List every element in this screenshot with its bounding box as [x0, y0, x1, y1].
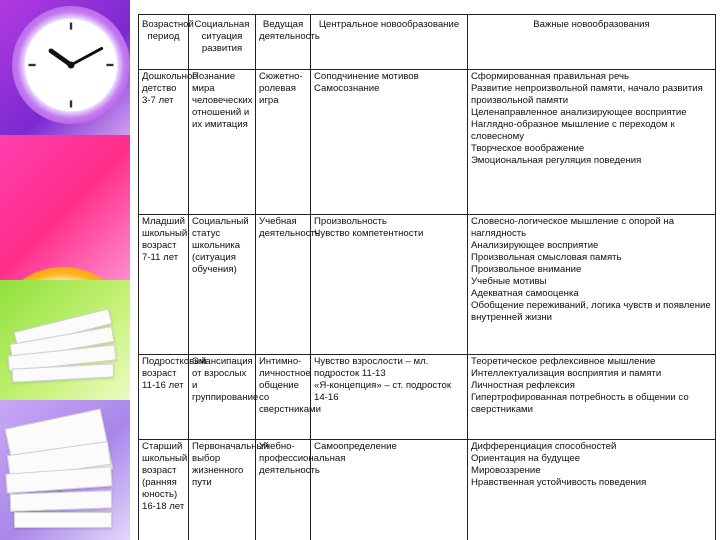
header-social: Социальная ситуация развития — [189, 15, 256, 70]
purple-clock-panel — [0, 0, 130, 135]
header-lead: Ведущая деятельность — [256, 15, 311, 70]
cell-important — [468, 70, 716, 215]
important-item: Мировоззрение — [471, 464, 541, 476]
important-item: Анализирующее восприятие — [471, 239, 599, 251]
cell-age: Младший школьный возраст 7-11 лет — [139, 215, 189, 355]
important-item: Произвольная смысловая память — [471, 251, 622, 263]
important-item: Личностная рефлексия — [471, 379, 575, 391]
cell-social: Эмансипация от взрослых и группирование — [189, 355, 256, 440]
cell-central — [311, 215, 468, 355]
table-row — [139, 355, 716, 440]
cell-lead: Учебно-профессиональная деятельность — [256, 440, 311, 540]
important-item: Ориентация на будущее — [471, 452, 581, 464]
important-item: Словесно-логическое мышление с опорой на наглядность — [471, 216, 675, 239]
header-important: Важные новообразования — [468, 15, 716, 70]
important-item: Произвольное внимание — [471, 263, 582, 275]
cell-central — [311, 355, 468, 440]
important-item: Дифференциация способностей — [471, 441, 617, 452]
cell-age: Подростковый возраст 11-16 лет — [139, 355, 189, 440]
cell-lead: Интимно-личностное общение со сверстниками — [256, 355, 311, 440]
important-item: Развитие непроизвольной памяти, начало развития произвольной памяти — [471, 82, 703, 106]
important-item: Обобщение переживаний, логика чувств и появление внутренней жизни — [471, 299, 711, 323]
central-item: «Я-концепция» – ст. подросток 14-16 — [314, 379, 452, 403]
lavender-papers-panel — [0, 400, 130, 540]
header-central: Центральное новообразование — [311, 15, 468, 70]
cell-central — [311, 70, 468, 215]
important-item: Сформированная правильная речь — [471, 71, 629, 82]
strip-separator — [130, 0, 136, 540]
central-item: Соподчинение мотивов — [314, 71, 419, 82]
cell-social: Социальный статус школьника (ситуация обучения) — [189, 215, 256, 355]
purple-clock-icon — [12, 6, 130, 124]
important-item: Адекватная самооценка — [471, 287, 579, 299]
green-papers-panel — [0, 280, 130, 400]
important-item: Наглядно-образное мышление с переходом к словесному — [471, 118, 675, 142]
important-item: Интеллектуализация восприятия и памяти — [471, 367, 662, 379]
central-item: Чувство взрослости – мл. подросток 11-13 — [314, 356, 429, 379]
cell-lead: Учебная деятельность — [256, 215, 311, 355]
cell-important — [468, 215, 716, 355]
important-item: Целенаправленное анализирующее восприятие — [471, 106, 687, 118]
central-item: Самоопределение — [314, 441, 397, 452]
central-item: Произвольность — [314, 216, 387, 227]
table-row — [139, 215, 716, 355]
cell-age: Дошкольное детство 3-7 лет — [139, 70, 189, 215]
important-item: Гипертрофированная потребность в общении со сверстниками — [471, 391, 689, 415]
important-item: Теоретическое рефлексивное мышление — [471, 356, 656, 367]
central-item: Чувство компетентности — [314, 227, 424, 239]
cell-important — [468, 440, 716, 540]
table-row — [139, 440, 716, 540]
important-item: Творческое воображение — [471, 142, 585, 154]
central-item: Самосознание — [314, 82, 380, 94]
cell-social: Познание мира человеческих отношений и их имитация — [189, 70, 256, 215]
pink-clock-panel — [0, 135, 130, 280]
cell-social: Первоначальный выбор жизненного пути — [189, 440, 256, 540]
age-periods-table — [138, 14, 716, 540]
important-item: Эмоциональная регуляция поведения — [471, 154, 642, 166]
table-header-row — [139, 15, 716, 70]
important-item: Учебные мотивы — [471, 275, 547, 287]
header-age: Возрастной период — [139, 15, 189, 70]
important-item: Нравственная устойчивость поведения — [471, 476, 647, 488]
cell-lead: Сюжетно-ролевая игра — [256, 70, 311, 215]
decorative-strip — [0, 0, 130, 540]
table-row — [139, 70, 716, 215]
cell-age: Старший школьный возраст (ранняя юность) 16-18 лет — [139, 440, 189, 540]
cell-important — [468, 355, 716, 440]
